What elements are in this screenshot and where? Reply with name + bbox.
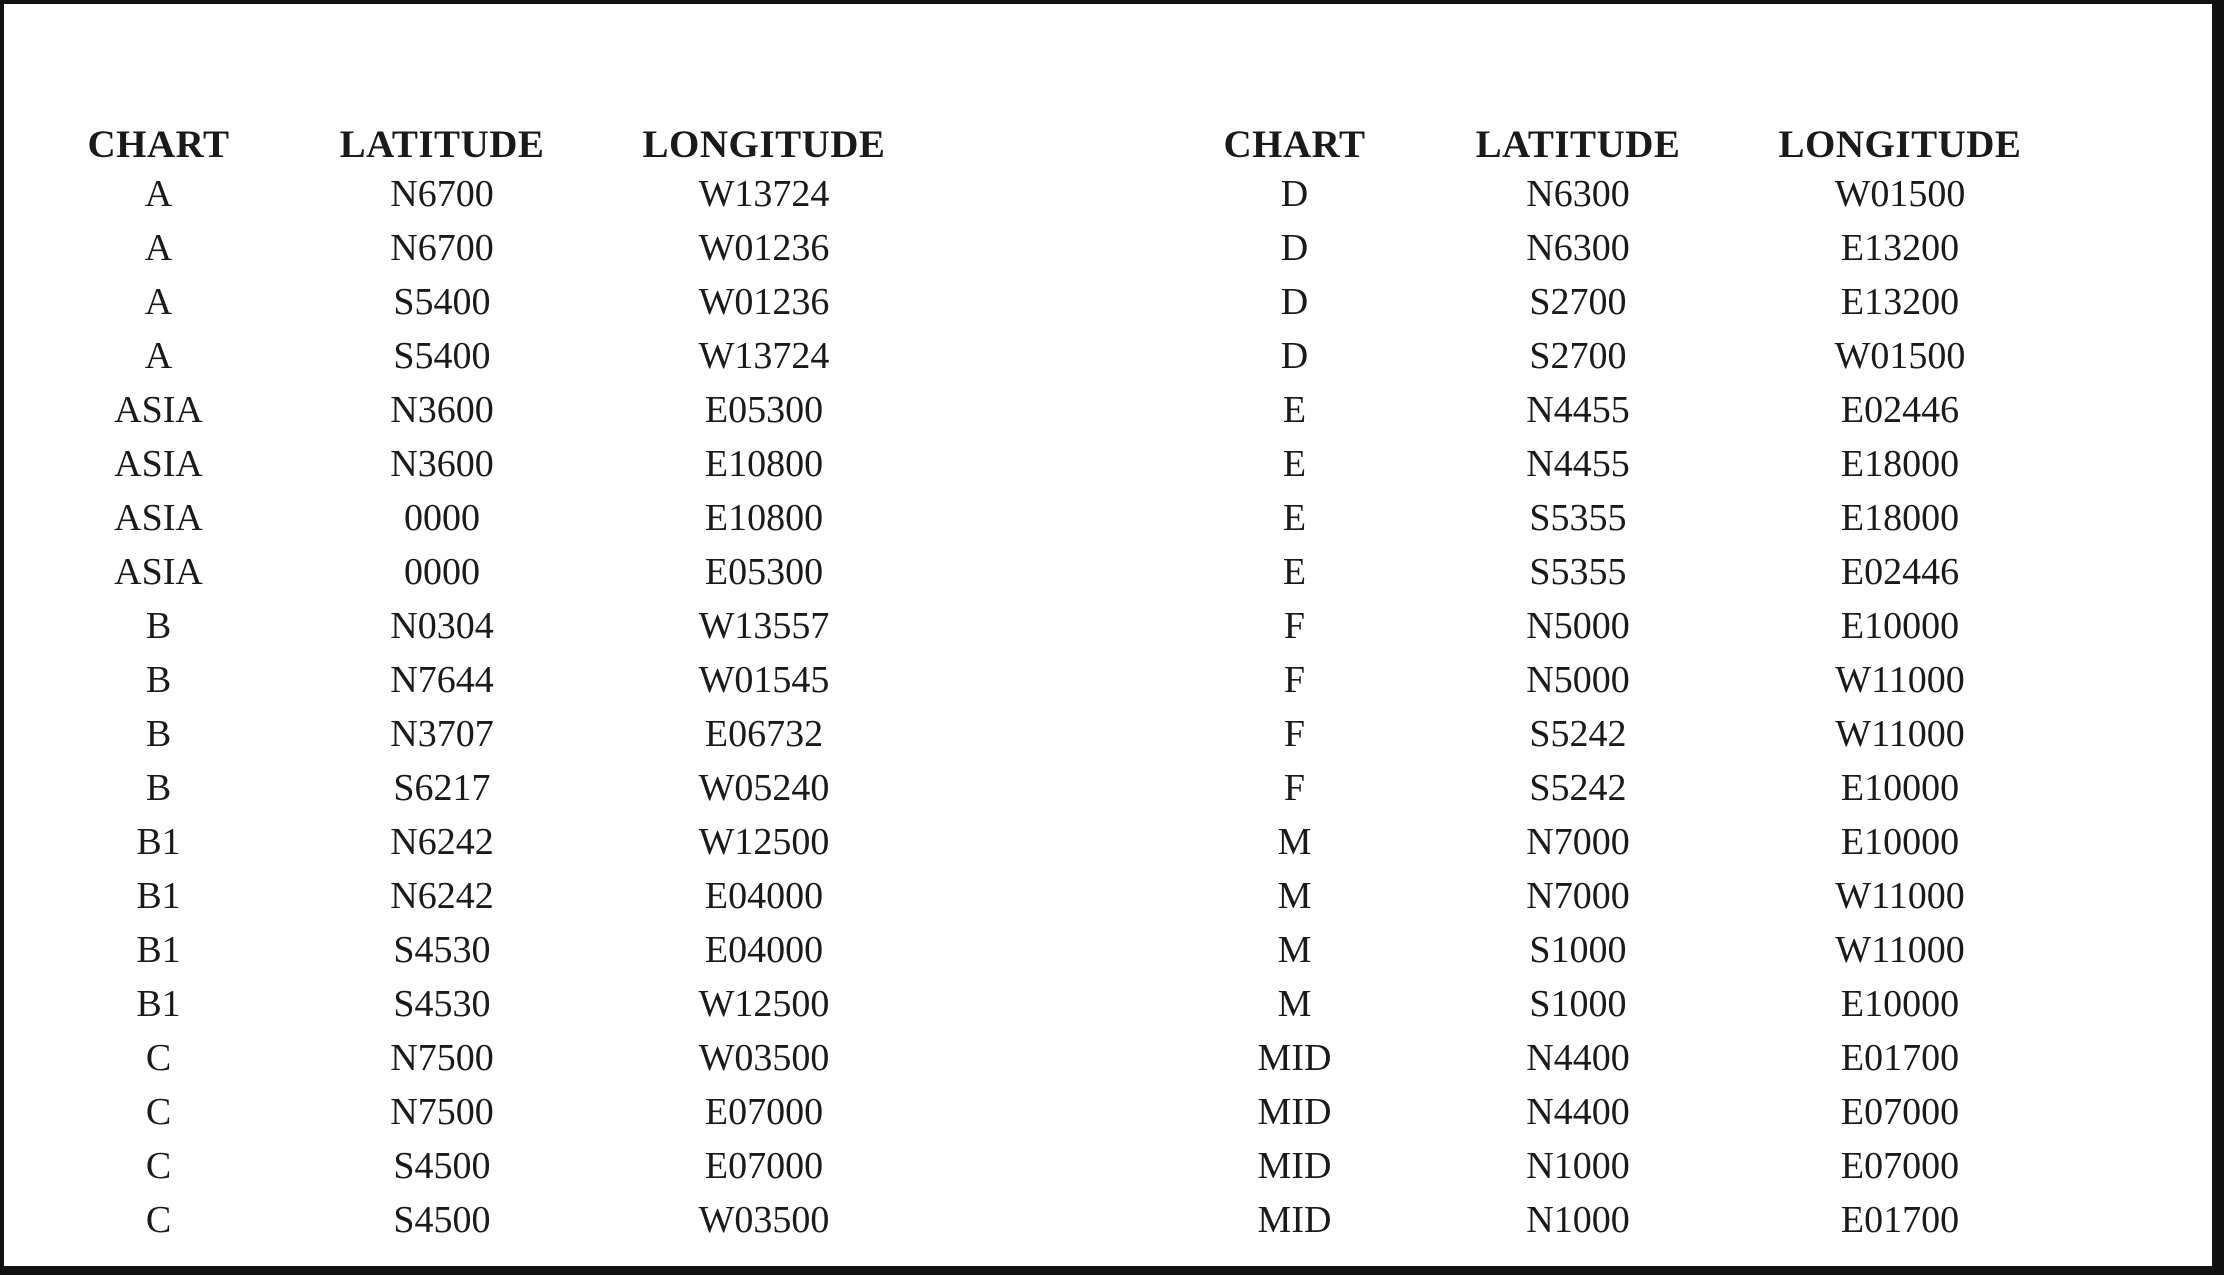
longitude-cell: W11000 [1835, 875, 1965, 917]
chart-cell: D [1280, 227, 1309, 269]
table-row [1172, 599, 2061, 653]
chart-cell: B1 [136, 983, 181, 1025]
table-row [36, 653, 925, 707]
latitude-cell: N7644 [390, 659, 494, 701]
latitude-cell: S1000 [1529, 983, 1627, 1025]
longitude-cell: E18000 [1840, 443, 1960, 485]
longitude-cell: W12500 [698, 821, 830, 863]
latitude-cell: N3707 [390, 713, 494, 755]
table-row [36, 329, 925, 383]
table-row [1172, 1085, 2061, 1139]
latitude-cell: S2700 [1529, 335, 1627, 377]
frame-border-bottom [0, 1266, 2224, 1275]
column-header-chart: CHART [87, 123, 230, 166]
table-row [1172, 869, 2061, 923]
longitude-cell: W05240 [698, 767, 830, 809]
latitude-cell: S1000 [1529, 929, 1627, 971]
chart-cell: MID [1257, 1145, 1332, 1187]
table-row [36, 1193, 925, 1247]
table-row [1172, 815, 2061, 869]
longitude-cell: E01700 [1840, 1037, 1960, 1079]
latitude-cell: S4530 [393, 983, 491, 1025]
chart-cell: B [145, 713, 172, 755]
column-header-longitude: LONGITUDE [642, 123, 886, 166]
table-row [1172, 977, 2061, 1031]
longitude-cell: E04000 [704, 875, 824, 917]
longitude-cell: E13200 [1840, 281, 1960, 323]
table-row [36, 923, 925, 977]
table-row [36, 383, 925, 437]
latitude-cell: S4530 [393, 929, 491, 971]
latitude-cell: S5355 [1529, 497, 1627, 539]
chart-cell: ASIA [114, 551, 203, 593]
chart-cell: MID [1257, 1037, 1332, 1079]
column-header-longitude: LONGITUDE [1778, 123, 2022, 166]
longitude-cell: E02446 [1840, 389, 1960, 431]
longitude-cell: W03500 [698, 1199, 830, 1241]
chart-cell: C [145, 1145, 172, 1187]
chart-cell: E [1282, 497, 1307, 539]
chart-cell: D [1280, 335, 1309, 377]
latitude-cell: N6242 [390, 875, 494, 917]
longitude-cell: W11000 [1835, 659, 1965, 701]
latitude-cell: 0000 [404, 497, 480, 539]
chart-coordinates-table-left [36, 113, 925, 1247]
longitude-cell: E07000 [704, 1145, 824, 1187]
longitude-cell: E05300 [704, 389, 824, 431]
longitude-cell: E18000 [1840, 497, 1960, 539]
table-row [36, 869, 925, 923]
table-row [1172, 1193, 2061, 1247]
table-row [36, 815, 925, 869]
latitude-cell: N7500 [390, 1037, 494, 1079]
latitude-cell: N1000 [1526, 1199, 1630, 1241]
latitude-cell: N5000 [1526, 659, 1630, 701]
chart-cell: F [1283, 659, 1306, 701]
table-row [1172, 1139, 2061, 1193]
table-row [36, 437, 925, 491]
chart-cell: MID [1257, 1091, 1332, 1133]
latitude-cell: S4500 [393, 1145, 491, 1187]
chart-cell: C [145, 1091, 172, 1133]
table-row [1172, 545, 2061, 599]
longitude-cell: E10800 [704, 443, 824, 485]
latitude-cell: N3600 [390, 389, 494, 431]
latitude-cell: S5355 [1529, 551, 1627, 593]
chart-cell: ASIA [114, 389, 203, 431]
table-row [1172, 923, 2061, 977]
chart-cell: M [1277, 875, 1312, 917]
longitude-cell: E10000 [1840, 767, 1960, 809]
chart-cell: C [145, 1037, 172, 1079]
latitude-cell: N7500 [390, 1091, 494, 1133]
table-row [1172, 383, 2061, 437]
latitude-cell: S5242 [1529, 713, 1627, 755]
longitude-cell: E06732 [704, 713, 824, 755]
table-row [36, 761, 925, 815]
longitude-cell: W12500 [698, 983, 830, 1025]
latitude-cell: N4455 [1526, 389, 1630, 431]
latitude-cell: N6700 [390, 173, 494, 215]
chart-cell: F [1283, 713, 1306, 755]
table-row [36, 275, 925, 329]
table-row [36, 221, 925, 275]
chart-cell: E [1282, 443, 1307, 485]
longitude-cell: W01236 [698, 227, 830, 269]
table-header-row [36, 113, 925, 167]
longitude-cell: W11000 [1835, 929, 1965, 971]
latitude-cell: N4400 [1526, 1037, 1630, 1079]
longitude-cell: E07000 [1840, 1145, 1960, 1187]
longitude-cell: W11000 [1835, 713, 1965, 755]
chart-cell: B [145, 659, 172, 701]
chart-cell: D [1280, 173, 1309, 215]
longitude-cell: E07000 [1840, 1091, 1960, 1133]
longitude-cell: E10000 [1840, 983, 1960, 1025]
latitude-cell: S5400 [393, 335, 491, 377]
longitude-cell: E07000 [704, 1091, 824, 1133]
longitude-cell: W01500 [1834, 173, 1966, 215]
table-row [36, 599, 925, 653]
table-header-row [1172, 113, 2061, 167]
latitude-cell: N6242 [390, 821, 494, 863]
column-header-latitude: LATITUDE [1475, 123, 1681, 166]
table-row [1172, 437, 2061, 491]
table-row [1172, 1031, 2061, 1085]
table-row [36, 1085, 925, 1139]
latitude-cell: 0000 [404, 551, 480, 593]
longitude-cell: E04000 [704, 929, 824, 971]
chart-cell: B1 [136, 929, 181, 971]
table-row [1172, 275, 2061, 329]
chart-coordinates-table-right [1172, 113, 2061, 1247]
latitude-cell: N4400 [1526, 1091, 1630, 1133]
chart-cell: A [144, 173, 173, 215]
chart-cell: B1 [136, 875, 181, 917]
table-row [1172, 491, 2061, 545]
latitude-cell: S5242 [1529, 767, 1627, 809]
chart-cell: A [144, 335, 173, 377]
column-header-latitude: LATITUDE [339, 123, 545, 166]
table-row [1172, 761, 2061, 815]
table-row [1172, 329, 2061, 383]
longitude-cell: W01500 [1834, 335, 1966, 377]
latitude-cell: N3600 [390, 443, 494, 485]
latitude-cell: S4500 [393, 1199, 491, 1241]
chart-cell: ASIA [114, 497, 203, 539]
table-body-left [36, 167, 925, 1247]
chart-cell: ASIA [114, 443, 203, 485]
longitude-cell: W13724 [698, 173, 830, 215]
table-row [36, 545, 925, 599]
table-row [1172, 653, 2061, 707]
chart-cell: E [1282, 551, 1307, 593]
latitude-cell: N6300 [1526, 227, 1630, 269]
longitude-cell: E01700 [1840, 1199, 1960, 1241]
longitude-cell: W01236 [698, 281, 830, 323]
table-row [1172, 221, 2061, 275]
chart-cell: M [1277, 983, 1312, 1025]
latitude-cell: N7000 [1526, 821, 1630, 863]
table-row [36, 491, 925, 545]
chart-cell: M [1277, 929, 1312, 971]
latitude-cell: N5000 [1526, 605, 1630, 647]
longitude-cell: E10000 [1840, 821, 1960, 863]
chart-cell: D [1280, 281, 1309, 323]
table-row [1172, 167, 2061, 221]
chart-cell: A [144, 227, 173, 269]
table-row [36, 1031, 925, 1085]
table-body-right [1172, 167, 2061, 1247]
chart-cell: E [1282, 389, 1307, 431]
longitude-cell: W13724 [698, 335, 830, 377]
latitude-cell: S2700 [1529, 281, 1627, 323]
table-row [36, 977, 925, 1031]
latitude-cell: N7000 [1526, 875, 1630, 917]
chart-cell: MID [1257, 1199, 1332, 1241]
longitude-cell: E02446 [1840, 551, 1960, 593]
chart-cell: B1 [136, 821, 181, 863]
table-row [1172, 707, 2061, 761]
chart-cell: A [144, 281, 173, 323]
longitude-cell: W13557 [698, 605, 830, 647]
longitude-cell: W01545 [698, 659, 830, 701]
longitude-cell: E05300 [704, 551, 824, 593]
latitude-cell: N0304 [390, 605, 494, 647]
longitude-cell: E13200 [1840, 227, 1960, 269]
frame-border-right [2212, 0, 2224, 1275]
longitude-cell: E10000 [1840, 605, 1960, 647]
latitude-cell: N6700 [390, 227, 494, 269]
chart-cell: F [1283, 605, 1306, 647]
latitude-cell: N4455 [1526, 443, 1630, 485]
longitude-cell: E10800 [704, 497, 824, 539]
latitude-cell: S5400 [393, 281, 491, 323]
table-row [36, 167, 925, 221]
latitude-cell: N1000 [1526, 1145, 1630, 1187]
column-header-chart: CHART [1223, 123, 1366, 166]
chart-cell: M [1277, 821, 1312, 863]
latitude-cell: S6217 [393, 767, 491, 809]
chart-cell: B [145, 767, 172, 809]
table-row [36, 707, 925, 761]
longitude-cell: W03500 [698, 1037, 830, 1079]
chart-cell: F [1283, 767, 1306, 809]
chart-cell: C [145, 1199, 172, 1241]
table-row [36, 1139, 925, 1193]
chart-cell: B [145, 605, 172, 647]
latitude-cell: N6300 [1526, 173, 1630, 215]
